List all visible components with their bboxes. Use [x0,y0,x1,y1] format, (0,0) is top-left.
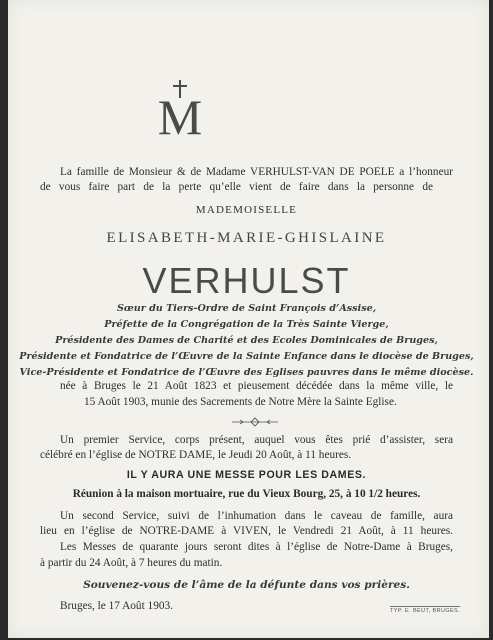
birth-line-2: 15 Août 1903, munie des Sacrements de Notre Mère la Sainte Eglise. [84,396,397,408]
role-line-3: Présidente des Dames de Charité et des Ecoles Dominicales de Bruges, [55,335,438,346]
intro-line-1: La famille de Monsieur & de Madame VERHULST-VAN DE POELE a l’honneur [60,166,453,178]
printer-mark: TYP. E. BEUT, BRUGES. [390,608,461,614]
name-last: VERHULST [142,260,351,301]
birth-line-1: née à Bruges le 21 Août 1823 et pieusement décédée dans la même ville, le [60,380,453,392]
service2-line-1: Un second Service, suivi de l’inhumation dans le caveau de famille, aura [60,510,453,522]
role-line-5: Vice-Présidente et Fondatrice de l’Œuvre des Eglises pauvres dans le même diocèse. [19,367,474,378]
title-mademoiselle: MADEMOISELLE [195,204,298,216]
reunion-notice: Réunion à la maison mortuaire, rue du Vieux Bourg, 25, à 10 1/2 heures. [72,488,421,500]
role-line-1: Sœur du Tiers-Ordre de Saint François d’Assise, [116,303,377,314]
marian-monogram-icon [150,78,210,138]
service2-line-2: lieu en l’église de NOTRE-DAME à VIVEN, le Vendredi 21 Août, à 11 heures. [40,525,453,537]
role-line-4: Présidente et Fondatrice de l’Œuvre de la Sainte Enfance dans le diocèse de Bruges, [19,351,474,362]
service1-line-1: Un premier Service, corps présent, auquel vous êtes prié d’assister, sera [60,434,453,446]
monogram-letter: M [157,89,203,138]
name-first: ELISABETH-MARIE-GHISLAINE [106,230,387,246]
ornament-divider-icon [230,417,280,427]
place-date: Bruges, le 17 Août 1903. [60,600,173,612]
service2-line-4: à partir du 24 Août, à 7 heures du matin. [40,557,223,569]
role-line-2: Préfette de la Congrégation de la Très Sainte Vierge, [104,319,389,330]
intro-line-2: de vous faire part de la perte qu’elle vient de faire dans la personne de [40,181,433,193]
service1-line-2: célébré en l’église de NOTRE DAME, le Jeudi 20 Août, à 11 heures. [40,449,352,461]
messe-notice: IL Y AURA UNE MESSE POUR LES DAMES. [126,469,367,481]
service2-line-3: Les Messes de quarante jours seront dites à l’église de Notre-Dame à Bruges, [60,541,453,553]
prayer-line: Souvenez-vous de l’âme de la défunte dans vos prières. [83,579,410,591]
